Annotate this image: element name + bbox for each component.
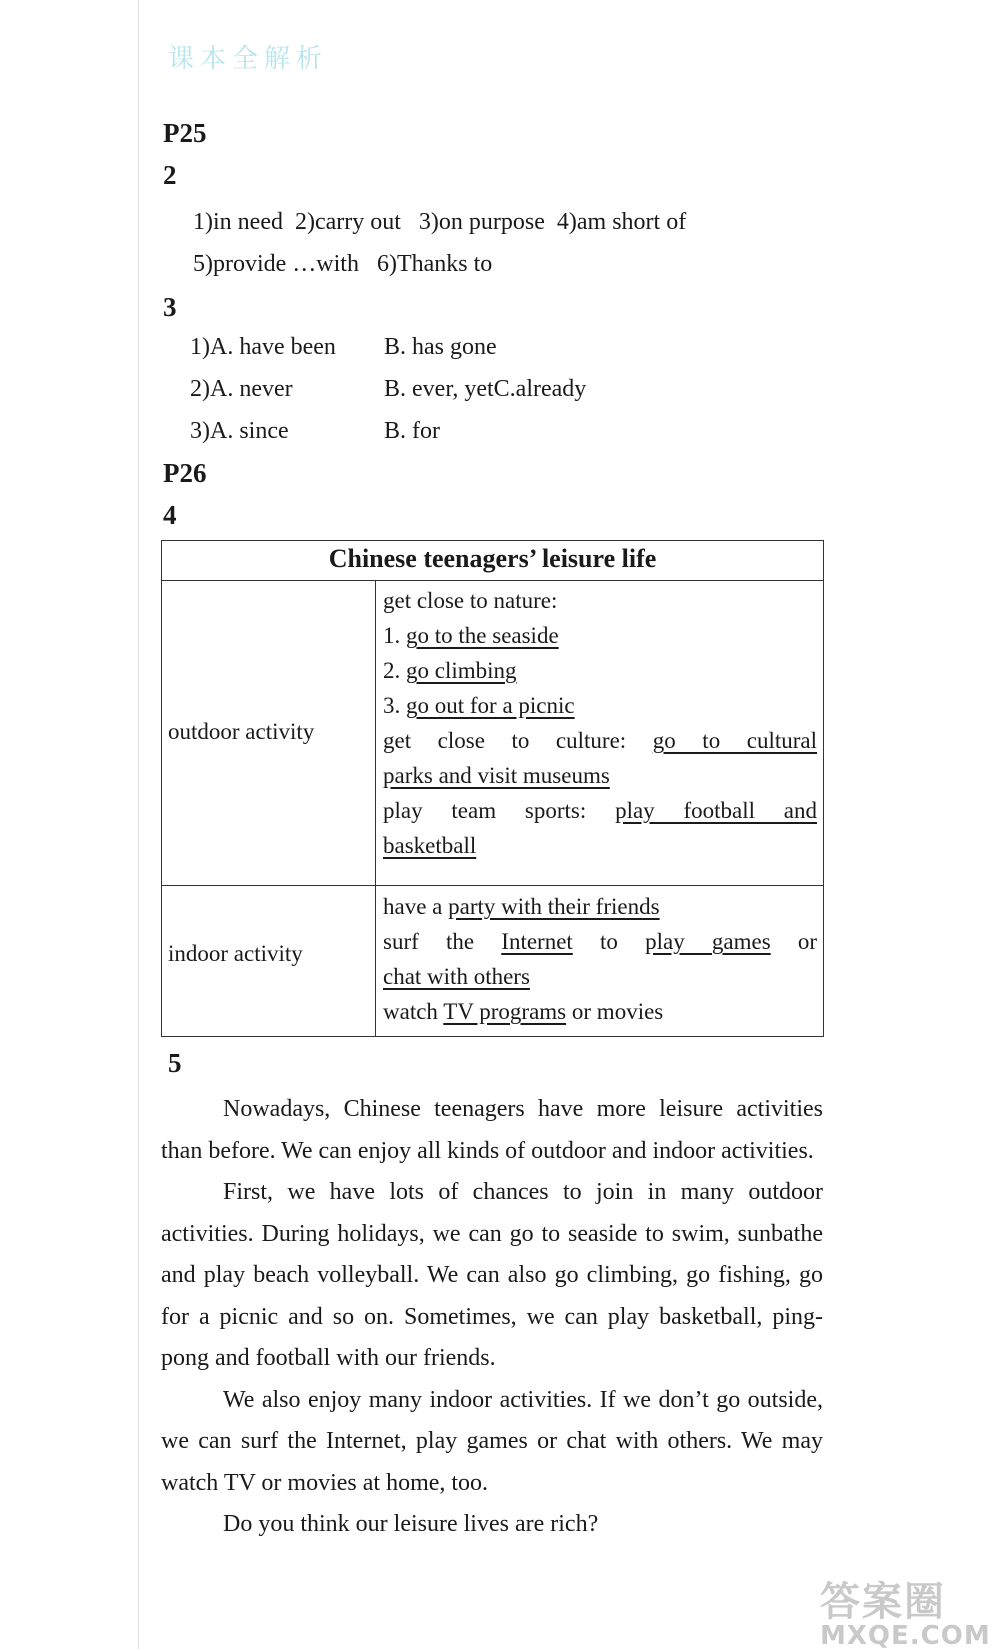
chat-line xyxy=(383,959,817,994)
essay-paragraph: First, we have lots of chances to join in many outdoor activities. During holidays, we can go to seaside to swim, sunbathe and play beach volleyball. We can also go climbing, go fishing, go for a picnic and so on. Sometimes, we can play basketball, ping-pong and football with our friends. xyxy=(161,1179,823,1371)
page-margin-rule xyxy=(138,0,139,1649)
answer-blank: play games xyxy=(645,929,771,954)
nature-item-2: 2. go climbing xyxy=(383,658,517,683)
book-logo: 课本全解析 xyxy=(168,44,329,74)
page-label-p26: P26 xyxy=(163,458,207,488)
exercise-2-number: 2 xyxy=(163,160,177,190)
outdoor-activity-cell xyxy=(383,583,817,863)
answer-blank: basketball xyxy=(383,833,477,858)
exercise-3-row-3-a: 3)A. since xyxy=(190,418,289,444)
answer-blank: TV programs xyxy=(443,999,567,1024)
essay-paragraph: We also enjoy many indoor activities. If we don’t go outside, we can surf the Internet, play games or chat with others. We may watch TV or movies at home, too. xyxy=(161,1386,823,1496)
answer-blank: go climbing xyxy=(406,658,517,683)
exercise-3-row-3-b: B. for xyxy=(384,418,440,444)
table-column-divider xyxy=(375,580,376,1036)
nature-item-1: 1. go to the seaside xyxy=(383,623,559,648)
culture-line-1: get close to culture: go to cultural xyxy=(383,728,818,753)
nature-heading: get close to nature: xyxy=(383,588,558,613)
sports-line-1: play team sports: play football and xyxy=(383,798,818,823)
answer-blank: go out for a picnic xyxy=(406,693,575,718)
exercise-2-line-2: 5)provide …with 6)Thanks to xyxy=(193,251,493,277)
watermark-cn: 答案圈 xyxy=(820,1579,946,1625)
indoor-activity-label: indoor activity xyxy=(168,941,303,966)
page-label-p25: P25 xyxy=(163,118,207,148)
watch-line: watch TV programs or movies xyxy=(383,999,664,1024)
essay xyxy=(161,1089,823,1546)
essay-paragraph: Nowadays, Chinese teenagers have more leisure activities than before. We can enjoy all kinds of outdoor and indoor activities. xyxy=(161,1096,823,1164)
exercise-4-number: 4 xyxy=(163,500,177,530)
answer-blank: parks and visit museums xyxy=(383,763,610,788)
site-watermark xyxy=(820,1570,991,1651)
exercise-3-number: 3 xyxy=(163,292,177,322)
answer-blank: go to the seaside xyxy=(406,623,559,648)
exercise-3-row-2-a: 2)A. never xyxy=(190,376,293,402)
watermark-url: MXQE.COM xyxy=(820,1621,991,1651)
answer-blank: chat with others xyxy=(383,964,530,989)
exercise-2-line-1: 1)in need 2)carry out 3)on purpose 4)am short of xyxy=(193,209,687,235)
essay-paragraph: Do you think our leisure lives are rich? xyxy=(223,1511,599,1537)
party-line: have a party with their friends xyxy=(383,894,660,919)
outdoor-activity-label: outdoor activity xyxy=(168,719,315,744)
exercise-3-row-2-b: B. ever, yetC.already xyxy=(384,376,587,402)
table-divider xyxy=(162,580,823,581)
indoor-activity-cell xyxy=(383,889,817,1029)
sports-line-2 xyxy=(383,828,817,863)
table-divider xyxy=(162,885,823,886)
table-title: Chinese teenagers’ leisure life xyxy=(328,544,657,573)
exercise-3-row-1-a: 1)A. have been xyxy=(190,334,336,360)
answer-blank: party with their friends xyxy=(448,894,660,919)
answer-blank: play football and xyxy=(615,798,818,823)
nature-item-3: 3. go out for a picnic xyxy=(383,693,575,718)
answer-blank: go to cultural xyxy=(652,728,818,753)
leisure-life-table xyxy=(161,540,824,1037)
culture-line-2 xyxy=(383,758,817,793)
answer-blank: Internet xyxy=(501,929,573,954)
exercise-3-row-1-b: B. has gone xyxy=(384,334,497,360)
surf-line: surf the Internet to play games or xyxy=(383,929,818,954)
exercise-5-number: 5 xyxy=(168,1048,182,1078)
